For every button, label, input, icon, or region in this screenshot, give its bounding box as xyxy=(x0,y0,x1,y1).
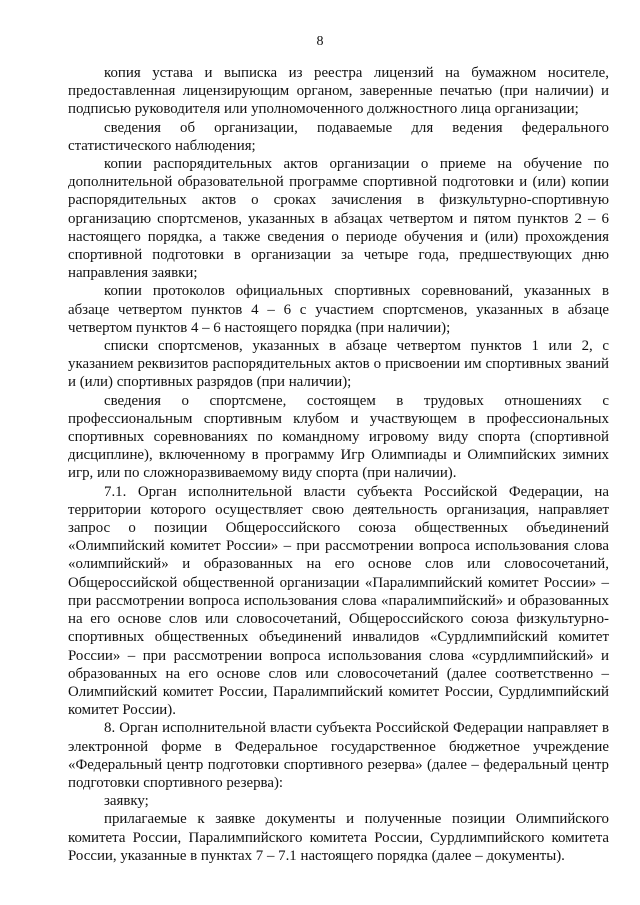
paragraph-application: заявку; xyxy=(104,793,149,810)
page-number: 8 xyxy=(316,34,324,49)
paragraph-charter-copy: копия устава и выписка из реестра лицензий на бумажном носителе, предоставленная лицензирующим органом, заверенные печатью (при наличии) и подписью руководителя или уполномоченного должностного лица организации; xyxy=(68,65,609,118)
paragraph-statistics-info: сведения об организации, подаваемые для ведения федерального статистического наблюдения; xyxy=(68,119,609,154)
paragraph-professional-athlete-info: сведения о спортсмене, состоящем в трудовых отношениях с профессиональным спортивным клубом и участвующем в профессиональных спортивных соревнованиях по командному игровому виду спорта (спортивной дисциплине), включенному в программу Игр Олимпиады и Олимпийских зимних игр, или по сложноразвиваемому виду спорта (при наличии). xyxy=(68,392,609,482)
paragraph-attached-documents: прилагаемые к заявке документы и полученные позиции Олимпийского комитета России, Паралимпийского комитета России, Сурдлимпийского комитета России, указанные в пунктах 7 – 7.1 настоящего порядка (далее – документы). xyxy=(68,811,609,864)
paragraph-clause-7-1: 7.1. Орган исполнительной власти субъекта Российской Федерации, на территории которого осуществляет свою деятельность организация, направляет запрос о позиции Общероссийского союза общественных объединений «Олимпийский комитет России» – при рассмотрении вопроса использования слова «олимпийский» и образованных на его основе слов или словосочетаний, Общероссийской общественной организации «Паралимпийский комитет России» – при рассмотрении вопроса использования слова «паралимпийский» и образованных на его основе слов или словосочетаний, Общероссийского союза физкультурно-спортивных общественных объединений инвалидов «Сурдлимпийский комитет России» – при рассмотрении вопроса использования слова «сурдлимпийский» и образованных на его основе слов или словосочетаний (далее соответственно – Олимпийский комитет России, Паралимпийский комитет России, Сурдлимпийский комитет России). xyxy=(68,483,609,719)
paragraph-competition-protocols: копии протоколов официальных спортивных соревнований, указанных в абзаце четвертом пунктов 4 – 6 с участием спортсменов, указанных в абзаце четвертом пунктов 4 – 6 настоящего порядка (при наличии); xyxy=(68,283,609,336)
paragraph-clause-8: 8. Орган исполнительной власти субъекта Российской Федерации направляет в электронной форме в Федеральное государственное бюджетное учреждение «Федеральный центр подготовки спортивного резерва» (далее – федеральный центр подготовки спортивного резерва): xyxy=(68,720,609,791)
paragraph-athlete-lists: списки спортсменов, указанных в абзаце четвертом пунктов 1 или 2, с указанием реквизитов распорядительных актов о присвоении им спортивных званий и (или) спортивных разрядов (при наличии); xyxy=(68,338,609,391)
document-body xyxy=(68,64,609,865)
paragraph-admission-acts: копии распорядительных актов организации о приеме на обучение по дополнительной образовательной программе спортивной подготовки и (или) копии распорядительных актов о сроках зачисления в физкультурно-спортивную организацию спортсменов, указанных в абзацах четвертом и пятом пунктов 2 – 6 настоящего порядка, а также сведения о периоде обучения и (или) прохождения спортивной подготовки в организации за четыре года, предшествующих дню направления заявки; xyxy=(68,156,609,282)
